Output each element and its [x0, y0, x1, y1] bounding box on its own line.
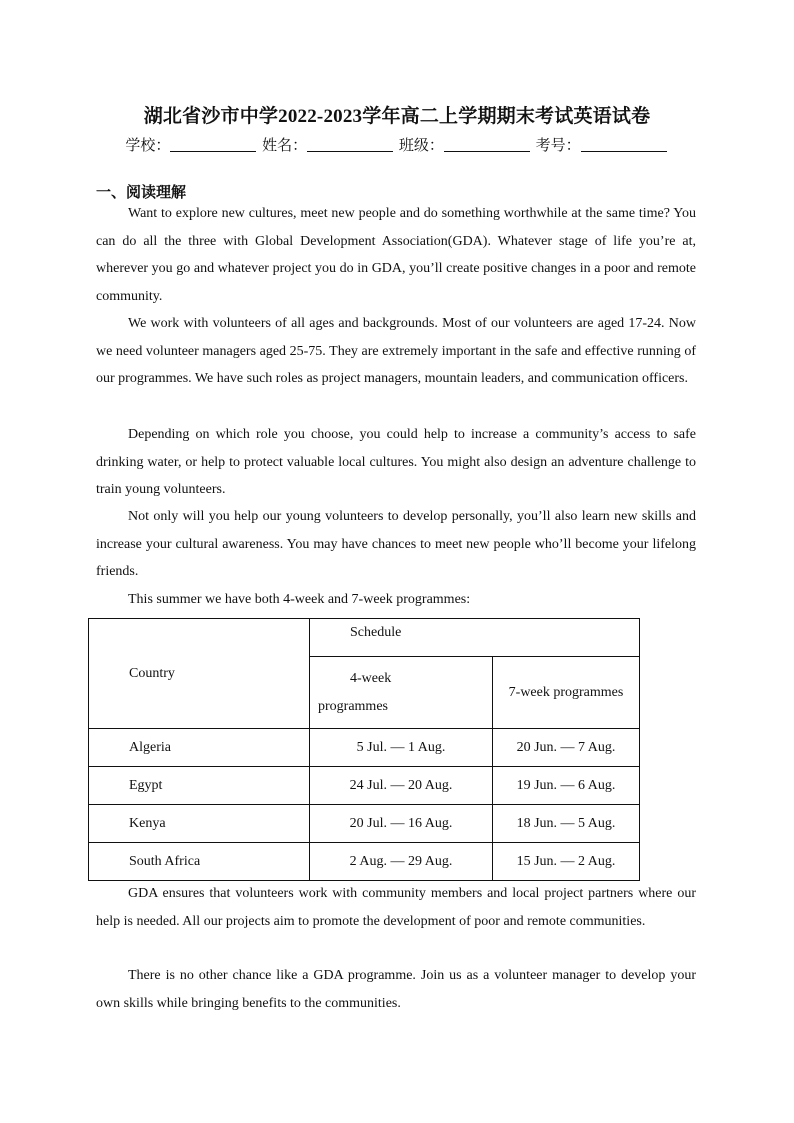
number-label: 考号：	[535, 138, 581, 154]
passage-paragraph-2: We work with volunteers of all ages and backgrounds. Most of our volunteers are aged 17-24. Now we need volunteer managers aged 25-75. They are extremely important in the safe and effective running of our programmes. We have such roles as project managers, mountain leaders, and communication officers.	[96, 316, 696, 387]
schedule-header-cell: Schedule	[310, 619, 640, 657]
passage-paragraph-1: Want to explore new cultures, meet new people and do something worthwhile at the same time? You can do all the three with Global Development Association(GDA). Whatever stage of life you’re at, wherever you go and whatever project you do in GDA, you’ll create positive changes in a poor and remote community.	[96, 206, 696, 304]
four-week-header-cell	[310, 657, 493, 729]
country-cell: Egypt	[89, 767, 310, 805]
country-cell: South Africa	[89, 843, 310, 881]
passage-paragraph-3: Depending on which role you choose, you could help to increase a community’s access to safe drinking water, or help to protect valuable local cultures. You might also design an adventure challenge to train young volunteers.	[96, 427, 696, 498]
class-blank	[444, 137, 530, 152]
school-label: 学校：	[125, 138, 171, 154]
four-week-cell: 2 Aug. — 29 Aug.	[310, 843, 493, 881]
table-row	[89, 805, 640, 843]
seven-week-cell: 19 Jun. — 6 Aug.	[493, 767, 640, 805]
seven-week-header-cell: 7-week programmes	[493, 657, 640, 729]
schedule-table	[88, 618, 640, 881]
four-week-header-line2: programmes	[318, 698, 388, 714]
school-blank	[170, 137, 256, 152]
class-label: 班级：	[398, 138, 444, 154]
seven-week-cell: 15 Jun. — 2 Aug.	[493, 843, 640, 881]
passage-paragraph-5: This summer we have both 4-week and 7-week programmes:	[128, 592, 471, 607]
country-cell: Kenya	[89, 805, 310, 843]
passage-paragraph-7: There is no other chance like a GDA programme. Join us as a volunteer manager to develop your own skills while bringing benefits to the communities.	[96, 968, 696, 1011]
seven-week-cell: 20 Jun. — 7 Aug.	[493, 729, 640, 767]
section-heading: 一、阅读理解	[96, 185, 187, 201]
table-row	[89, 843, 640, 881]
country-header-cell: Country	[89, 619, 310, 729]
four-week-cell: 24 Jul. — 20 Aug.	[310, 767, 493, 805]
four-week-header-line1: 4-week	[350, 670, 392, 686]
passage-paragraph-6: GDA ensures that volunteers work with community members and local project partners where our help is needed. All our projects aim to promote the development of poor and remote communities.	[96, 886, 696, 929]
country-cell: Algeria	[89, 729, 310, 767]
student-info-line	[0, 134, 794, 155]
name-label: 姓名：	[262, 138, 308, 154]
passage-paragraph-4: Not only will you help our young volunteers to develop personally, you’ll also learn new skills and increase your cultural awareness. You may have chances to meet new people who’ll become your lifelong friends.	[96, 509, 696, 580]
table-header-row	[89, 619, 640, 657]
number-blank	[581, 137, 667, 152]
four-week-cell: 5 Jul. — 1 Aug.	[310, 729, 493, 767]
seven-week-cell: 18 Jun. — 5 Aug.	[493, 805, 640, 843]
exam-title: 湖北省沙市中学2022-2023学年高二上学期期末考试英语试卷	[143, 106, 651, 127]
table-row	[89, 729, 640, 767]
four-week-cell: 20 Jul. — 16 Aug.	[310, 805, 493, 843]
name-blank	[307, 137, 393, 152]
table-row	[89, 767, 640, 805]
